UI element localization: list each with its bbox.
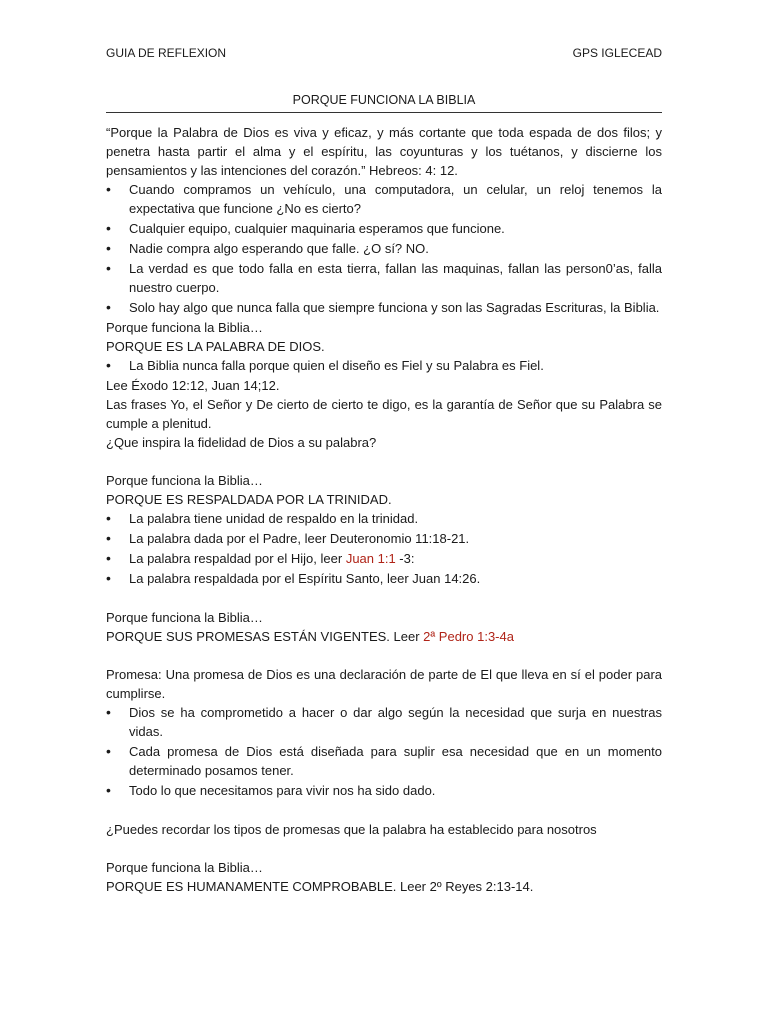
bullet-icon: • — [106, 181, 111, 197]
page-header — [106, 44, 662, 64]
header-left: GUIA DE REFLEXION — [106, 46, 227, 60]
section-lead: Porque funciona la Biblia… — [106, 320, 263, 335]
reflection-question: ¿Puedes recordar los tipos de promesas que la palabra ha establecido para nosotros — [106, 822, 597, 837]
list-item: • La palabra respaldad por el Hijo, leer Juan 1:1 -3: — [106, 550, 415, 566]
section-lead: Porque funciona la Biblia… — [106, 473, 263, 488]
bullet-icon: • — [106, 240, 111, 256]
bullet-icon: • — [106, 510, 111, 526]
bullet-icon: • — [106, 743, 111, 759]
bullet-icon: • — [106, 357, 111, 373]
list-item: • Cada promesa de Dios está diseñada para suplir esa necesidad que en un momento determinado posamos tener. — [106, 743, 662, 778]
bullet-icon: • — [106, 550, 111, 566]
document-page — [106, 44, 662, 896]
list-item: • Dios se ha comprometido a hacer o dar algo según la necesidad que surja en nuestras vidas. — [106, 704, 662, 739]
bullet-icon: • — [106, 570, 111, 586]
scripture-link[interactable]: 2ª Pedro 1:3-4a — [423, 629, 514, 644]
header-right: GPS IGLECEAD — [572, 46, 662, 60]
document-title: PORQUE FUNCIONA LA BIBLIA — [292, 93, 476, 107]
list-item: • La palabra dada por el Padre, leer Deuteronomio 11:18-21. — [106, 530, 470, 546]
bullet-icon: • — [106, 220, 111, 236]
scripture-reference: Lee Éxodo 12:12, Juan 14;12. — [106, 378, 280, 393]
list-item: • La palabra tiene unidad de respaldo en la trinidad. — [106, 510, 419, 526]
section-lead: Porque funciona la Biblia… — [106, 610, 263, 625]
list-item: • Solo hay algo que nunca falla que siempre funciona y son las Sagradas Escrituras, la Biblia. — [106, 299, 660, 315]
bullet-icon: • — [106, 782, 111, 798]
list-item: • La Biblia nunca falla porque quien el diseño es Fiel y su Palabra es Fiel. — [106, 357, 544, 373]
section-heading: PORQUE ES LA PALABRA DE DIOS. — [106, 339, 325, 354]
list-item: • Nadie compra algo esperando que falle. ¿O sí? NO. — [106, 240, 429, 256]
section-heading: PORQUE ES RESPALDADA POR LA TRINIDAD. — [106, 492, 392, 507]
section-heading: PORQUE ES HUMANAMENTE COMPROBABLE. Leer 2º Reyes 2:13-14. — [106, 879, 534, 894]
reflection-question: ¿Que inspira la fidelidad de Dios a su palabra? — [106, 435, 377, 450]
bullet-icon: • — [106, 299, 111, 315]
list-item: • La verdad es que todo falla en esta tierra, fallan las maquinas, fallan las person0’as, falla nuestro cuerpo. — [106, 260, 662, 295]
section-heading: PORQUE SUS PROMESAS ESTÁN VIGENTES. Leer 2ª Pedro 1:3-4a — [106, 629, 514, 644]
title-divider — [106, 112, 662, 113]
promise-definition: Promesa: Una promesa de Dios es una declaración de parte de El que lleva en sí el poder para cumplirse. — [106, 667, 662, 701]
list-item: • Todo lo que necesitamos para vivir nos ha sido dado. — [106, 782, 436, 798]
bullet-icon: • — [106, 530, 111, 546]
section-note: Las frases Yo, el Señor y De cierto de cierto te digo, es la garantía de Señor que su Palabra se cumple a plenitud. — [106, 397, 662, 431]
intro-quote: “Porque la Palabra de Dios es viva y eficaz, y más cortante que toda espada de dos filos; y penetra hasta partir el alma y el espíritu, las coyunturas y los tuétanos, y discierne los pensamientos y las intenciones del corazón.” Hebreos: 4: 12. — [106, 125, 662, 178]
list-item: • Cuando compramos un vehículo, una computadora, un celular, un reloj tenemos la expectativa que funcione ¿No es cierto? — [106, 181, 662, 216]
list-item: • La palabra respaldada por el Espíritu Santo, leer Juan 14:26. — [106, 570, 481, 586]
bullet-list-intro — [106, 180, 662, 317]
scripture-link[interactable]: Juan 1:1 — [345, 551, 396, 566]
bullet-icon: • — [106, 260, 111, 276]
list-item: • Cualquier equipo, cualquier maquinaria esperamos que funcione. — [106, 220, 505, 236]
section-lead: Porque funciona la Biblia… — [106, 860, 263, 875]
bullet-icon: • — [106, 704, 111, 720]
